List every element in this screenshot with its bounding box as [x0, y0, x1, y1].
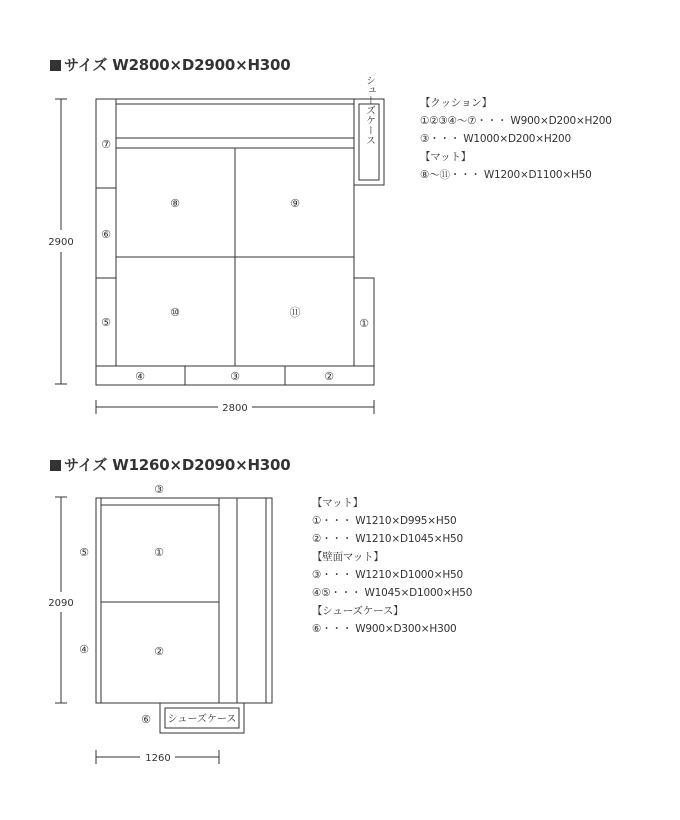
d2-label-3: ③	[154, 483, 164, 496]
d1-shoe-case-label: シューズケース	[363, 75, 375, 145]
d2-spec-line: ①・・・ W1210×D995×H50	[312, 515, 457, 527]
d2-label-6: ⑥	[141, 713, 151, 726]
d2-spec-line: ③・・・ W1210×D1000×H50	[312, 569, 464, 581]
d1-spec-line: 【クッション】	[420, 97, 492, 109]
d2-shoe-case-label: シューズケース	[167, 714, 237, 725]
d2-label-1: ①	[154, 546, 164, 559]
d2-spec-line: ④⑤・・・ W1045×D1000×H50	[312, 587, 473, 599]
d2-spec-line: 【マット】	[312, 497, 364, 509]
diagram1-title: サイズ W2800×D2900×H300	[50, 54, 291, 75]
d1-spec-line: ⑧～⑪・・・ W1200×D1100×H50	[420, 169, 592, 181]
d1-spec-line: ①②③④～⑦・・・ W900×D200×H200	[420, 115, 612, 127]
d1-height-label: 2900	[48, 237, 74, 248]
d1-label-1: ①	[359, 317, 369, 330]
d1-label-6: ⑥	[101, 228, 111, 241]
d1-label-7: ⑦	[101, 138, 111, 151]
d1-label-8: ⑧	[170, 197, 180, 210]
d2-label-4: ④	[79, 643, 89, 656]
d2-spec-line: ⑥・・・ W900×D300×H300	[312, 623, 457, 635]
d1-top-rail	[116, 99, 354, 104]
d1-spec-line: ③・・・ W1000×D200×H200	[420, 133, 572, 145]
d1-spec-list	[420, 94, 612, 184]
d1-label-4: ④	[135, 370, 145, 383]
diagram2-title: サイズ W1260×D2090×H300	[50, 454, 291, 475]
d1-back-cushion	[116, 104, 354, 138]
d2-height-label: 2090	[48, 598, 74, 609]
d1-label-2: ②	[324, 370, 334, 383]
d2-spec-line: 【壁面マット】	[312, 551, 384, 563]
d1-width-label: 2800	[222, 403, 248, 414]
d1-spec-line: 【マット】	[420, 151, 472, 163]
d2-label-5: ⑤	[79, 546, 89, 559]
d1-lower-rail	[116, 138, 354, 148]
d2-outer-frame	[96, 498, 272, 703]
d1-label-5: ⑤	[101, 316, 111, 329]
d2-spec-line: 【シューズケース】	[312, 605, 404, 617]
d1-label-11: ⑪	[289, 306, 301, 319]
d2-width-label: 1260	[145, 753, 171, 764]
d1-label-10: ⑩	[170, 306, 180, 319]
d1-label-3: ③	[230, 370, 240, 383]
d2-label-2: ②	[154, 645, 164, 658]
d2-spec-list	[312, 494, 472, 638]
d2-spec-line: ②・・・ W1210×D1045×H50	[312, 533, 464, 545]
d1-label-9: ⑨	[290, 197, 300, 210]
